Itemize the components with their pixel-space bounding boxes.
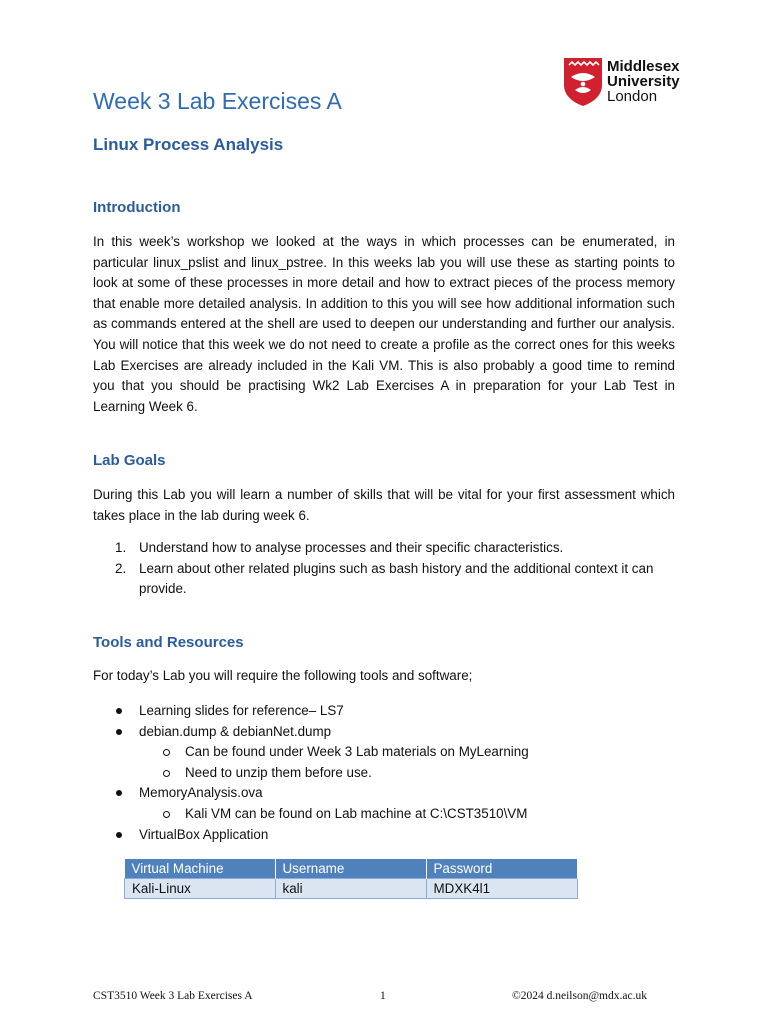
logo-line-1: Middlesex [607, 58, 680, 75]
bullet-icon [116, 708, 122, 714]
logo-wordmark [607, 59, 680, 104]
introduction-heading: Introduction [93, 199, 181, 216]
list-item [93, 783, 675, 804]
list-item [93, 701, 675, 722]
list-item [93, 763, 675, 784]
table-header-cell: Virtual Machine [125, 859, 276, 879]
logo-line-2: University [607, 73, 680, 90]
tools-intro: For today’s Lab you will require the following tools and software; [93, 668, 473, 683]
table-cell: Kali-Linux [125, 879, 276, 899]
tools-heading: Tools and Resources [93, 634, 244, 651]
lab-goals-paragraph: During this Lab you will learn a number of skills that will be vital for your first assessment which takes place in the lab during week 6. [93, 487, 675, 523]
lab-goals-heading: Lab Goals [93, 452, 166, 469]
tools-list [93, 701, 675, 845]
table-cell: kali [275, 879, 426, 899]
bullet-icon [116, 729, 122, 735]
bullet-icon [116, 832, 122, 838]
footer-page-number: 1 [380, 990, 386, 1002]
table-cell: MDXK4l1 [426, 879, 578, 899]
page-subtitle: Linux Process Analysis [93, 135, 284, 154]
sub-bullet-icon [163, 770, 170, 777]
university-logo [563, 57, 688, 107]
logo-line-3: London [607, 88, 658, 105]
bullet-icon [116, 790, 122, 796]
list-item-text: VirtualBox Application [139, 826, 269, 842]
list-item [93, 742, 675, 763]
list-item [93, 804, 675, 825]
footer-course: CST3510 Week 3 Lab Exercises A [93, 990, 253, 1002]
table-header-cell: Username [275, 859, 426, 879]
list-item [93, 825, 675, 846]
list-item-number: 1. [115, 540, 127, 555]
list-item-text: debian.dump & debianNet.dump [139, 723, 332, 739]
credentials-table [124, 859, 578, 899]
list-item-number: 2. [115, 560, 127, 576]
introduction-paragraph: In this week’s workshop we looked at the ways in which processes can be enumerated, in particular linux_pslist and linux_pstree. In this weeks lab you will use these as starting points to look at some of these processes in more detail and how to extract pieces of the process memory that enable more detailed analysis. In addition to this you will see how additional information such as commands entered at the shell are used to deepen our understanding and further our analysis. You will notice that this week we do not need to create a profile as the correct ones for this weeks Lab Exercises are already included in the Kali VM. This is also probably a good time to remind you that you should be practising Wk2 Lab Exercises A in preparation for your Lab Test in Learning Week 6. [93, 234, 675, 414]
page-title: Week 3 Lab Exercises A [93, 88, 342, 114]
list-item-text: Kali VM can be found on Lab machine at C:\CST3510\VM [185, 805, 528, 821]
lab-goals-list [93, 538, 675, 600]
list-item-text: Learning slides for reference– LS7 [139, 703, 344, 718]
list-item-text: Learn about other related plugins such as bash history and the additional context it can provide. [139, 560, 654, 597]
table-header-cell: Password [426, 859, 578, 879]
list-item [93, 722, 675, 743]
list-item-text: Understand how to analyse processes and their specific characteristics. [139, 540, 564, 555]
list-item-text: Need to unzip them before use. [185, 764, 372, 780]
table-row [125, 879, 578, 899]
shield-crest-icon [563, 57, 603, 107]
list-item [93, 559, 675, 600]
list-item [93, 538, 675, 559]
sub-bullet-icon [163, 811, 170, 818]
list-item-text: MemoryAnalysis.ova [139, 785, 263, 801]
footer-copyright: ©2024 d.neilson@mdx.ac.uk [512, 990, 647, 1002]
sub-bullet-icon [163, 749, 170, 756]
list-item-text: Can be found under Week 3 Lab materials on MyLearning [185, 744, 529, 760]
table-header-row [125, 859, 578, 879]
